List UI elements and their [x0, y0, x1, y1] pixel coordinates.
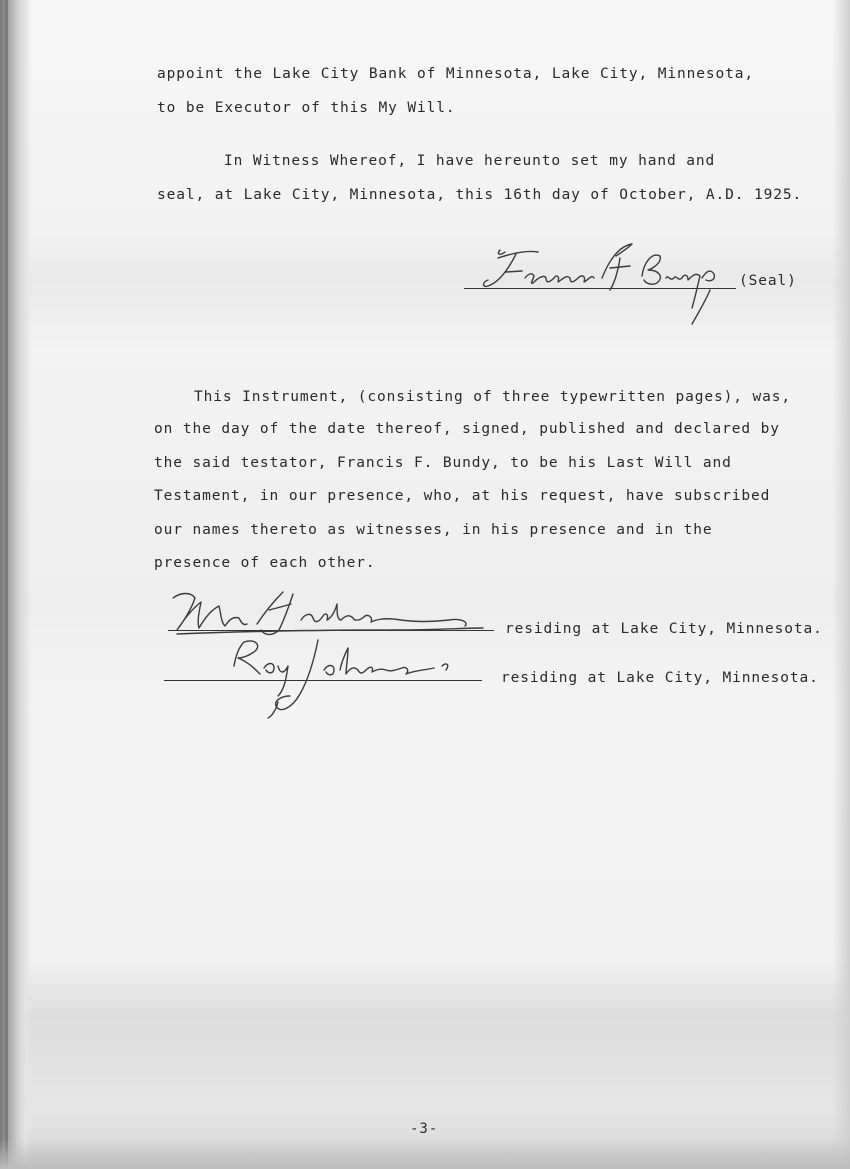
attestation-line-6: presence of each other. [154, 555, 376, 571]
page-number: -3- [410, 1121, 439, 1137]
page-left-edge [0, 0, 32, 1169]
attestation-line-2: on the day of the date thereof, signed, published and declared by [154, 421, 780, 437]
executor-line-1: appoint the Lake City Bank of Minnesota, Lake City, Minnesota, [157, 66, 755, 82]
attestation-line-5: our names thereto as witnesses, in his presence and in the [154, 522, 713, 538]
witness-2-residence: residing at Lake City, Minnesota. [501, 670, 819, 686]
witness-whereof-line-1: In Witness Whereof, I have hereunto set my hand and [224, 153, 716, 169]
executor-line-2: to be Executor of this My Will. [157, 100, 456, 116]
page-bottom-shade [0, 1139, 850, 1169]
witness-whereof-line-2: seal, at Lake City, Minnesota, this 16th day of October, A.D. 1925. [157, 187, 803, 203]
witness-2-signature [220, 630, 480, 720]
attestation-line-4: Testament, in our presence, who, at his request, have subscribed [154, 488, 771, 504]
testator-signature [470, 238, 740, 328]
witness-1-residence: residing at Lake City, Minnesota. [505, 621, 823, 637]
attestation-line-3: the said testator, Francis F. Bundy, to be his Last Will and [154, 455, 732, 471]
seal-label: (Seal) [739, 273, 797, 289]
attestation-line-1: This Instrument, (consisting of three typewritten pages), was, [194, 389, 792, 405]
page-right-edge [832, 0, 850, 1169]
